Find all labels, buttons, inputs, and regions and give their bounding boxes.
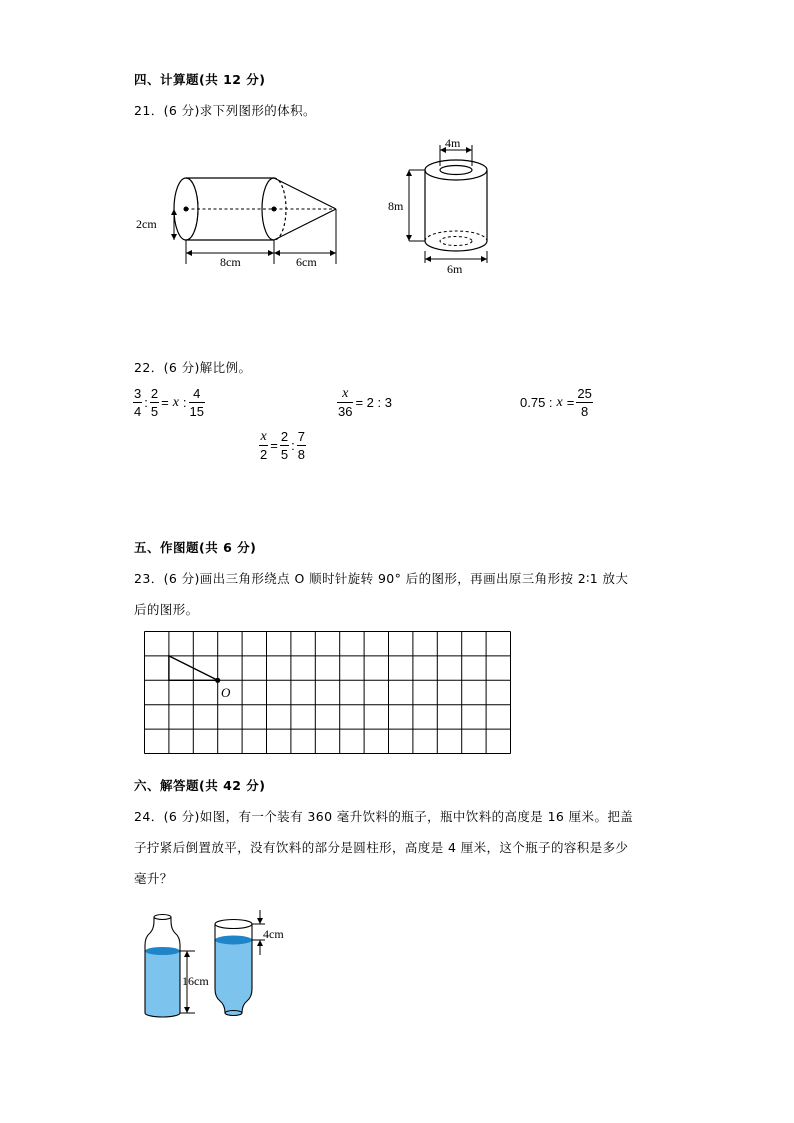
height-label: 8m xyxy=(388,199,404,213)
drawing-grid xyxy=(144,631,512,757)
question-24-line-1: 24．(6 分)如图，有一个装有 360 毫升饮料的瓶子，瓶中饮料的高度是 16 厘米。把盖 xyxy=(134,809,634,824)
cone-length-label: 6cm xyxy=(296,255,317,269)
figure-cylinder-cone xyxy=(130,160,350,275)
section-title: 五、作图题(共 6 分) xyxy=(134,540,257,555)
question-24-line-3: 毫升？ xyxy=(134,871,173,886)
inner-diameter-label: 4m xyxy=(445,136,461,150)
bottle-upright xyxy=(145,915,180,1018)
question-24-line-2: 子拧紧后倒置放平，没有饮料的部分是圆柱形，高度是 4 厘米，这个瓶子的容积是多少 xyxy=(134,840,629,855)
equation-1: $\frac{3}{4}$ : $\frac{2}{5}$ = x : $\frac{4}{15}$ xyxy=(134,386,204,419)
bottle-inverted xyxy=(215,920,252,1016)
section-title: 四、计算题(共 12 分) xyxy=(134,72,266,87)
equation-4: $\frac{x}{2}$ = $\frac{2}{5}$ : $\frac{7}{8}$ xyxy=(260,429,305,462)
point-o xyxy=(215,678,220,683)
section-title: 六、解答题(共 42 分) xyxy=(134,778,266,793)
equation-2: $\frac{x}{36}$ = 2 : 3 xyxy=(338,386,392,419)
equation-3: 0.75 : x = $\frac{25}{8}$ xyxy=(520,386,592,419)
question-23-line-1: 23．(6 分)画出三角形绕点 O 顺时针旋转 90° 后的图形，再画出原三角形按 2∶1 放大 xyxy=(134,571,629,586)
question-22-text: 22．(6 分)解比例。 xyxy=(134,360,252,375)
point-o-label: O xyxy=(221,685,231,700)
diameter-label: 2cm xyxy=(136,217,157,231)
question-21-text: 21．(6 分)求下列图形的体积。 xyxy=(134,103,316,118)
figure-bottles xyxy=(140,905,300,1020)
empty-height-label: 4cm xyxy=(263,927,284,941)
cylinder-length-label: 8cm xyxy=(220,255,241,269)
figure-hollow-cylinder xyxy=(385,133,515,278)
question-23-line-2: 后的图形。 xyxy=(134,602,199,617)
outer-diameter-label: 6m xyxy=(447,262,463,276)
liquid-height-label: 16cm xyxy=(182,974,209,988)
